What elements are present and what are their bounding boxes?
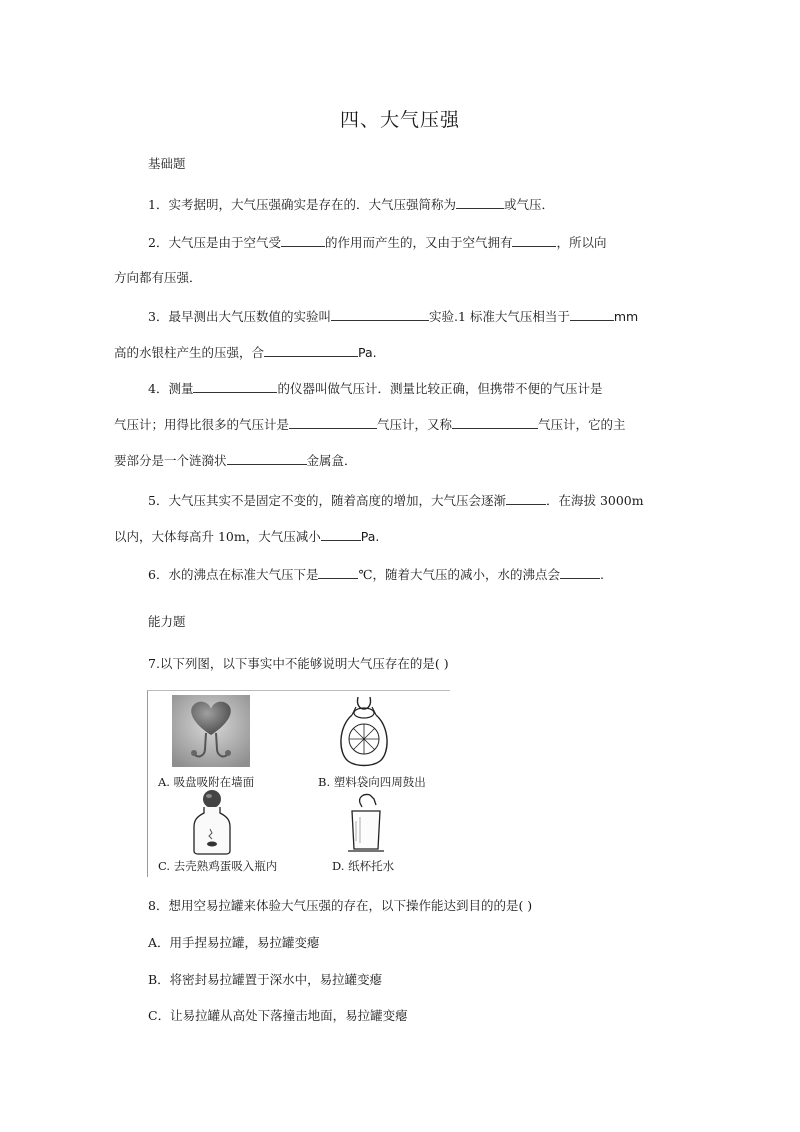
q3-text-d: 高的水银柱产生的压强，合 (114, 345, 265, 360)
question-4-cont-2 (114, 452, 357, 469)
paper-cup-drawing (340, 791, 392, 853)
caption-a: A. 吸盘吸附在墙面 (158, 775, 255, 789)
question-3-cont (114, 344, 377, 361)
q5-text-c: 以内，大体每高升 10m，大气压减小 (114, 529, 321, 544)
q6-text-c: . (599, 567, 604, 582)
q1-text-a: 1．实考据明，大气压强确实是存在的．大气压强简称为 (148, 197, 456, 212)
q5-text-b: ．在海拔 3000m (545, 493, 644, 508)
question-2 (148, 234, 607, 251)
q3-text-c: mm (613, 309, 639, 324)
q1-text-b: 或气压． (503, 197, 554, 212)
q3-text-e: Pa. (358, 345, 377, 360)
q8-option-c[interactable]: C．让易拉罐从高处下落撞击地面，易拉罐变瘪 (148, 1008, 408, 1023)
question-2-cont: 方向都有压强． (114, 270, 202, 285)
q4-text-g: 金属盒． (306, 453, 357, 468)
question-6 (148, 566, 604, 583)
caption-b: B. 塑料袋向四周鼓出 (318, 775, 426, 789)
q5-text-d: Pa. (360, 529, 380, 544)
q6-blank-1[interactable] (318, 566, 358, 579)
bottle-egg-drawing (190, 789, 234, 855)
question-5-cont (114, 528, 379, 545)
section-basic-heading: 基础题 (148, 156, 186, 171)
q4-blank-4[interactable] (227, 452, 307, 465)
q2-blank-2[interactable] (512, 234, 556, 247)
question-1 (148, 196, 554, 213)
q2-text-a: 2．大气压是由于空气受 (148, 235, 281, 250)
q4-text-b: 的仪器叫做气压计．测量比较正确，但携带不便的气压计是 (277, 381, 603, 396)
q6-text-b: ℃，随着大气压的减小，水的沸点会 (358, 567, 560, 582)
q4-blank-3[interactable] (452, 416, 538, 429)
question-5 (148, 492, 644, 509)
suction-cup-image (172, 695, 250, 767)
q4-text-e: 气压计，它的主 (538, 417, 626, 432)
q4-text-f: 要部分是一个涟漪状 (114, 453, 227, 468)
question-8: 8．想用空易拉罐来体验大气压强的存在，以下操作能达到目的的是( ) (148, 898, 533, 913)
q4-text-a: 4．测量 (148, 381, 194, 396)
plastic-bag-drawing (336, 693, 392, 769)
q2-text-b: 的作用而产生的，又由于空气拥有 (324, 235, 513, 250)
q4-text-d: 气压计，又称 (377, 417, 453, 432)
q3-blank-1[interactable] (331, 308, 429, 321)
caption-c: C. 去壳熟鸡蛋吸入瓶内 (158, 859, 278, 873)
q5-text-a: 5．大气压其实不是固定不变的，随着高度的增加，大气压会逐渐 (148, 493, 506, 508)
q3-blank-3[interactable] (264, 344, 358, 357)
q4-blank-1[interactable] (193, 380, 277, 393)
q8-option-a[interactable]: A．用手捏易拉罐，易拉罐变瘪 (148, 935, 320, 950)
q2-text-c: ，所以向 (556, 235, 607, 250)
question-4 (148, 380, 602, 397)
q6-text-a: 6．水的沸点在标准大气压下是 (148, 567, 319, 582)
q1-blank[interactable] (456, 196, 504, 209)
page-title: 四、大气压强 (339, 109, 460, 131)
section-ability-heading: 能力题 (148, 614, 186, 629)
q3-text-a: 3．最早测出大气压数值的实验叫 (148, 309, 331, 324)
q6-blank-2[interactable] (560, 566, 600, 579)
q3-blank-2[interactable] (570, 308, 614, 321)
q2-blank-1[interactable] (281, 234, 325, 247)
q5-blank-1[interactable] (506, 492, 546, 505)
question-4-cont-1 (114, 416, 626, 433)
q5-blank-2[interactable] (321, 528, 361, 541)
question-7: 7.以下列图，以下事实中不能够说明大气压存在的是( ) (148, 656, 449, 671)
q4-blank-2[interactable] (289, 416, 377, 429)
question-3 (148, 308, 638, 325)
q8-option-b[interactable]: B．将密封易拉罐置于深水中，易拉罐变瘪 (148, 972, 383, 987)
q4-text-c: 气压计；用得比很多的气压计是 (114, 417, 290, 432)
caption-d: D. 纸杯托水 (332, 859, 395, 873)
question-7-figure (147, 690, 450, 877)
q3-text-b: 实验.1 标准大气压相当于 (428, 309, 570, 324)
